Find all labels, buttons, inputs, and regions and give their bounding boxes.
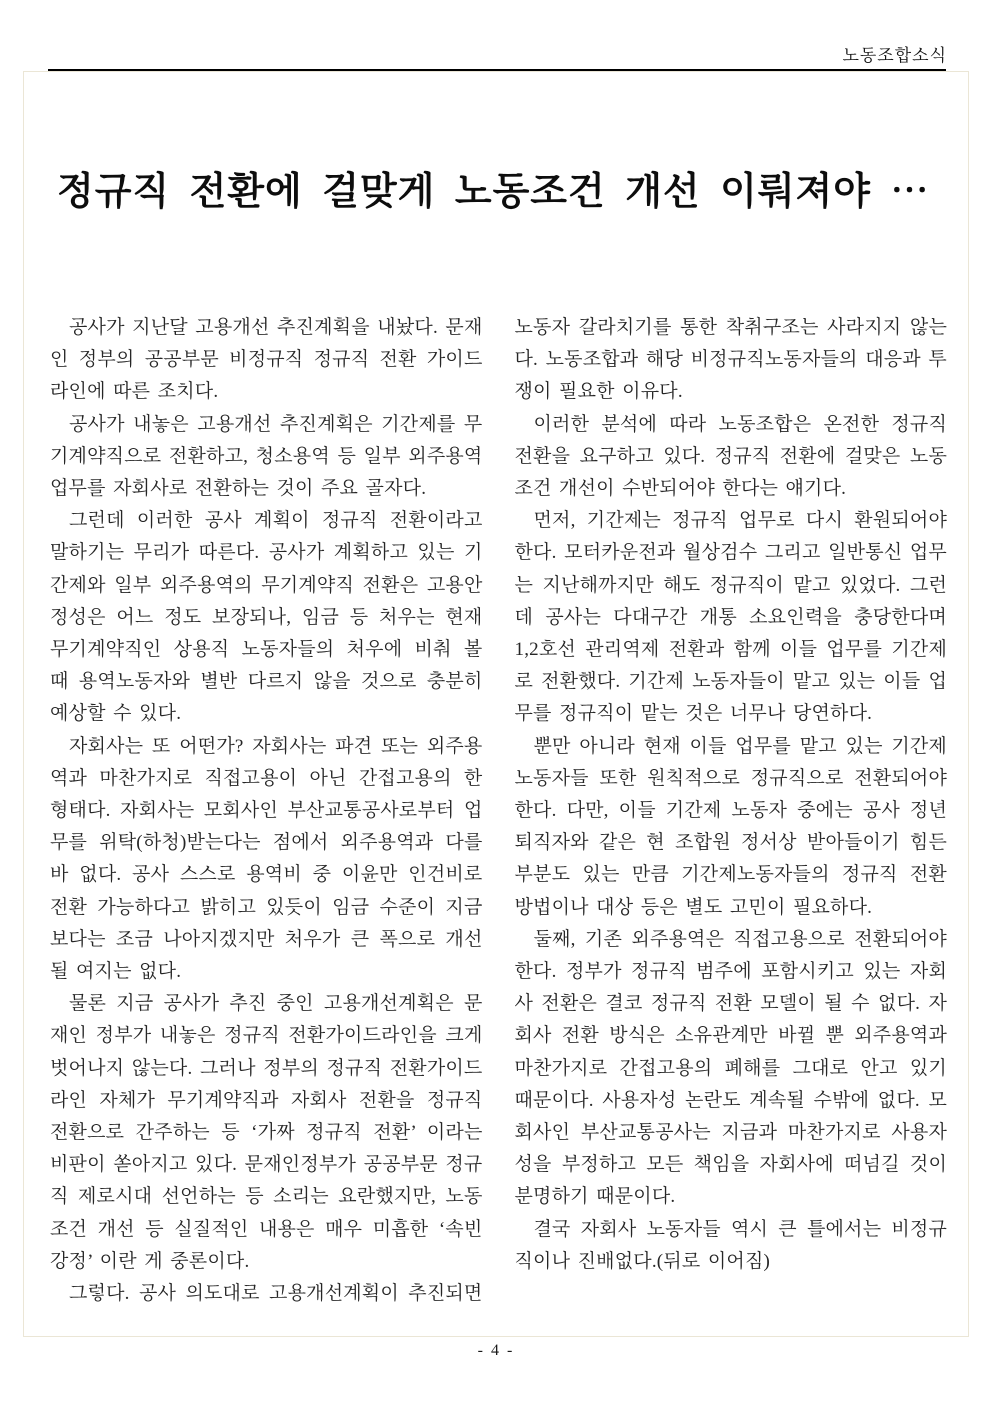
article-title: 정규직 전환에 걸맞게 노동조건 개선 이뤄져야 ⋯ [57,171,930,213]
article-body [50,312,947,1310]
body-paragraph: 물론 지금 공사가 추진 중인 고용개선계획은 문재인 정부가 내놓은 정규직 전환가이드라인을 크게 벗어나지 않는다. 그러나 정부의 정규직 전환가이드라인 자체가 무기계약직과 자회사 전환을 정규직 전환으로 간주하는 등 ‘가짜 정규직 전환’ 이라는 비판이 쏟아지고 있다. 문재인정부가 공공부문 정규직 제로시대 선언하는 등 소리는 요란했지만, 노동조건 개선 등 실질적인 내용은 매우 미흡한 ‘속빈 강정’ 이란 게 중론이다. [50,993,483,1272]
article-box [23,71,969,1337]
body-paragraph: 뿐만 아니라 현재 이들 업무를 맡고 있는 기간제 노동자들 또한 원칙적으로 정규직으로 전환되어야 한다. 다만, 이들 기간제 노동자 중에는 공사 정년퇴직자와 같은 현 조합원 정서상 받아들이기 힘든 부분도 있는 만큼 기간제노동자들의 정규직 전환 방법이나 대상 등은 별도 고민이 필요하다. [514,735,947,918]
newsletter-section-label: 노동조합소식 [842,46,947,65]
body-paragraph: 이러한 분석에 따라 노동조합은 온전한 정규직 전환을 요구하고 있다. 정규직 전환에 걸맞은 노동조건 개선이 수반되어야 한다는 얘기다. [514,413,947,500]
body-paragraph: 자회사는 또 어떤가? 자회사는 파견 또는 외주용역과 마찬가지로 직접고용이 아닌 간접고용의 한 형태다. 자회사는 모회사인 부산교통공사로부터 업무를 위탁(하청)받는다는 점에서 외주용역과 다를 바 없다. 공사 스스로 용역비 중 이윤만 인건비로 전환 가능하다고 밝히고 있듯이 임금 수준이 지금보다는 조금 나아지겠지만 처우가 큰 폭으로 개선될 여지는 없다. [50,735,483,983]
body-paragraph: 공사가 지난달 고용개선 추진계획을 내놨다. 문재인 정부의 공공부문 비정규직 정규직 전환 가이드라인에 따른 조치다. [50,317,483,403]
body-paragraph: 노동자 갈라치기를 통한 착취구조는 사라지지 않는다. 노동조합과 해당 비정규직노동자들의 대응과 투쟁이 필요한 이유다. [514,317,947,403]
body-paragraph: 공사가 내놓은 고용개선 추진계획은 기간제를 무기계약직으로 전환하고, 청소용역 등 일부 외주용역 업무를 자회사로 전환하는 것이 주요 골자다. [50,413,483,500]
body-column-right [515,312,948,1310]
body-paragraph: 그렇다. 공사 의도대로 고용개선계획이 추진되면 [69,1283,483,1305]
body-paragraph: 둘째, 기존 외주용역은 직접고용으로 전환되어야 한다. 정부가 정규직 범주에 포함시키고 있는 자회사 전환은 결코 정규직 전환 모델이 될 수 없다. 자회사 전환 방식은 소유관계만 바뀔 뿐 외주용역과 마찬가지로 간접고용의 폐해를 그대로 안고 있기 때문이다. 사용자성 논란도 계속될 수밖에 없다. 모회사인 부산교통공사는 지금과 마찬가지로 사용자성을 부정하고 모든 책임을 자회사에 떠넘길 것이 분명하기 때문이다. [514,928,947,1208]
page-number: - 4 - [477,1342,515,1359]
body-paragraph: 결국 자회사 노동자들 역시 큰 틀에서는 비정규직이나 진배없다.(뒤로 이어짐) [514,1218,947,1272]
body-column-left [50,312,483,1310]
body-paragraph: 그런데 이러한 공사 계획이 정규직 전환이라고 말하기는 무리가 따른다. 공사가 계획하고 있는 기간제와 일부 외주용역의 무기계약직 전환은 고용안정성은 어느 정도 보장되나, 임금 등 처우는 현재 무기계약직인 상용직 노동자들의 처우에 비춰 볼 때 용역노동자와 별반 다르지 않을 것으로 충분히 예상할 수 있다. [50,510,483,725]
body-paragraph: 먼저, 기간제는 정규직 업무로 다시 환원되어야 한다. 모터카운전과 월상검수 그리고 일반통신 업무는 지난해까지만 해도 정규직이 맡고 있었다. 그런데 공사는 다대구간 개통 소요인력을 충당한다며 1,2호선 관리역제 전환과 함께 이들 업무를 기간제로 전환했다. 기간제 노동자들이 맡고 있는 이들 업무를 정규직이 맡는 것은 너무나 당연하다. [514,510,947,725]
